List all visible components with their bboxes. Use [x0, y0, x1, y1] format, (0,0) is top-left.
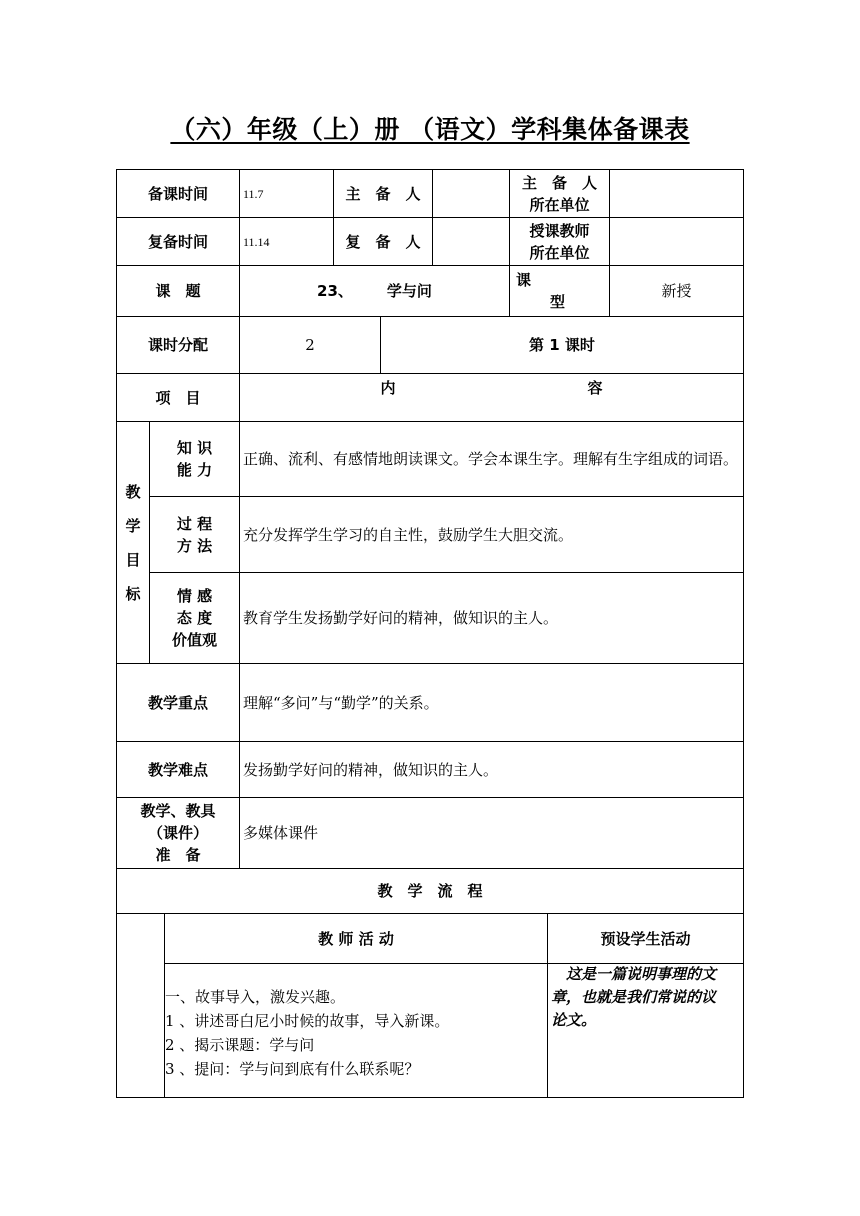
- label-char: 学: [125, 516, 141, 535]
- teacher-activity-header: 教 师 活 动: [318, 929, 394, 948]
- difficulty-text: 发扬勤学好问的精神，做知识的主人。: [243, 760, 499, 779]
- label-char: 教: [125, 482, 141, 501]
- label-line: 教学、教具: [140, 802, 216, 820]
- type-label: [510, 266, 609, 316]
- label-line: 情 感: [176, 587, 213, 605]
- student-activity-line: 章，也就是我们常说的议: [551, 988, 717, 1006]
- teacher-activity-content: [165, 985, 545, 1081]
- label-line: 授课教师: [529, 221, 590, 240]
- label-line: 课: [516, 271, 532, 289]
- objective-emotion-label: [150, 573, 239, 663]
- topic-title: 学与问: [386, 282, 432, 300]
- label-line: 方 法: [176, 536, 213, 555]
- item-label: 项 目: [155, 388, 201, 407]
- label-char: 标: [125, 584, 141, 603]
- topic-value: [240, 266, 509, 316]
- main-preparer-value: [433, 170, 509, 217]
- teacher-activity-line: 2 、揭示课题：学与问: [165, 1036, 315, 1054]
- teacher-activity-line: 一、故事导入，激发兴趣。: [165, 988, 346, 1006]
- topic-label: 课 题: [155, 282, 201, 300]
- label-line: 过 程: [176, 514, 213, 533]
- key-point-label: 教学重点: [147, 693, 208, 712]
- hours-label: 课时分配: [147, 336, 208, 354]
- reviewer-label: 复 备 人: [345, 232, 421, 251]
- objective-process-label: [150, 497, 239, 572]
- main-preparer-unit-value: [610, 170, 743, 217]
- main-preparer-unit-label: [510, 170, 609, 217]
- label-line: 所在单位: [529, 195, 590, 214]
- label-line: 价值观: [171, 631, 217, 649]
- label-line: 态 度: [176, 609, 213, 627]
- table-border-bottom: [116, 1097, 744, 1098]
- teacher-activity-line: 1 、讲述哥白尼小时候的故事，导入新课。: [165, 1012, 450, 1030]
- objective-knowledge-text: 正确、流利、有感情地朗读课文。学会本课生字。理解有生字组成的词语。: [243, 450, 739, 468]
- student-activity-content: [551, 963, 743, 1032]
- objective-knowledge-label: [150, 422, 239, 496]
- materials-text: 多媒体课件: [243, 824, 319, 842]
- table-border-right: [743, 169, 744, 1098]
- page-title-text: （六）年级（上）册 （语文）学科集体备课表: [170, 115, 690, 144]
- label-line: 知 识: [176, 439, 213, 457]
- topic-number: 23、: [317, 282, 353, 300]
- label-line: （课件）: [147, 824, 208, 842]
- prep-time-label: 备课时间: [147, 184, 208, 203]
- label-line: 型: [550, 293, 566, 311]
- review-time-value: 11.14: [243, 234, 270, 249]
- label-line: 能 力: [176, 461, 213, 479]
- review-time-label: 复备时间: [147, 232, 208, 251]
- teacher-unit-value: [610, 218, 743, 265]
- student-activity-header: 预设学生活动: [600, 929, 691, 948]
- label-line: 所在单位: [529, 243, 590, 262]
- label-char: 目: [125, 550, 141, 569]
- label-line: 主 备 人: [521, 173, 597, 192]
- objectives-group-label: [117, 422, 149, 663]
- current-lesson: 第 1 课时: [529, 336, 595, 354]
- prep-time-value: 11.7: [243, 186, 264, 201]
- difficulty-label: 教学难点: [147, 760, 208, 779]
- content-label-right: 容: [587, 379, 603, 397]
- reviewer-value: [433, 218, 509, 265]
- label-line: 准 备: [155, 846, 201, 864]
- teacher-unit-label: [510, 218, 609, 265]
- student-activity-line: 这是一篇说明事理的文: [551, 965, 717, 983]
- content-label-left: 内: [380, 379, 396, 397]
- key-point-text: 理解“多问”与“勤学”的关系。: [243, 693, 439, 712]
- teacher-activity-line: 3 、提问：学与问到底有什么联系呢？: [165, 1060, 420, 1078]
- flow-title: 教 学 流 程: [377, 882, 483, 900]
- student-activity-line: 论文。: [551, 1011, 597, 1029]
- objective-emotion-text: 教育学生发扬勤学好问的精神，做知识的主人。: [243, 609, 559, 627]
- main-preparer-label: 主 备 人: [345, 184, 421, 203]
- materials-label: [117, 798, 239, 868]
- type-value: 新授: [661, 282, 692, 300]
- objective-process-text: 充分发挥学生学习的自主性，鼓励学生大胆交流。: [243, 525, 574, 544]
- hours-value: 2: [305, 336, 315, 354]
